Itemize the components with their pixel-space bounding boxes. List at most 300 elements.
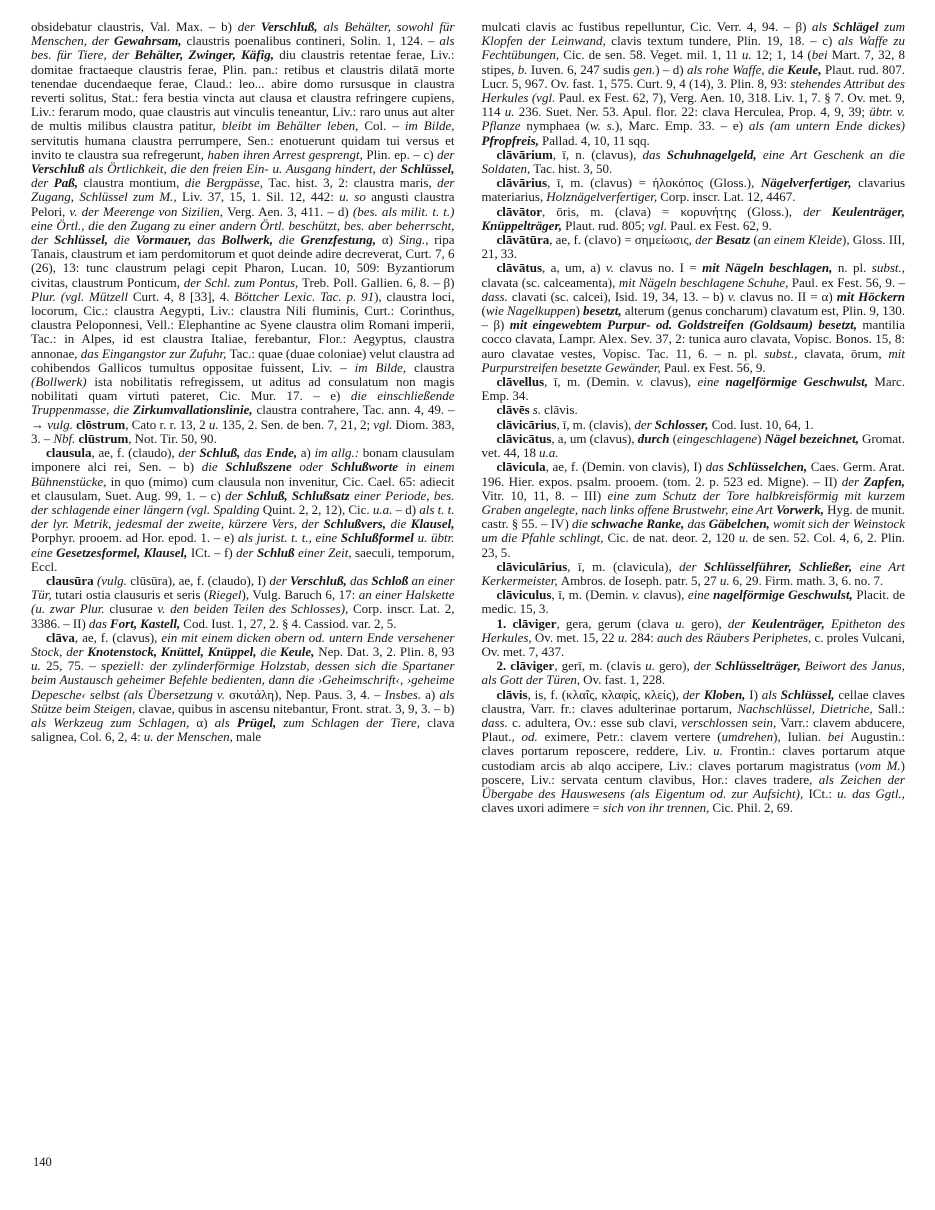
text-segment: als jurist. t. t., eine bbox=[237, 530, 341, 546]
text-segment: als rohe Waffe, die bbox=[687, 61, 788, 77]
text-segment: haben ihren Arrest gesprengt, bbox=[207, 146, 367, 162]
text-segment: v. den beiden Teilen des Schlosses), bbox=[157, 601, 354, 617]
text-segment: Schlüssel, bbox=[400, 161, 455, 177]
text-segment: subst., bbox=[764, 345, 805, 361]
text-segment: Nbf. bbox=[53, 430, 79, 446]
text-segment: ) poscere, Liv.: servata centum clavibus, Hor.: claves tradere, bbox=[481, 757, 905, 787]
text-segment: mit Höckern bbox=[836, 288, 906, 304]
text-segment: Keulenträger, bbox=[751, 615, 831, 631]
text-segment: 25, 75. – bbox=[46, 658, 102, 674]
text-segment: Sall.: bbox=[877, 700, 905, 716]
text-segment: sich von ihr trennen, bbox=[602, 800, 713, 816]
text-segment: ( bbox=[753, 232, 758, 248]
text-segment: Riegel bbox=[208, 587, 242, 603]
text-segment: , gera, gerum (clava bbox=[556, 615, 676, 631]
text-segment: Schluß, bbox=[199, 445, 244, 461]
text-segment: ( bbox=[481, 303, 486, 319]
text-segment: ) bbox=[757, 430, 765, 446]
text-segment: clāvicārius bbox=[496, 416, 557, 432]
text-segment: , a, um (clavus), bbox=[551, 430, 638, 446]
text-segment: der bbox=[841, 473, 864, 489]
text-segment: clāvārius bbox=[496, 175, 548, 191]
text-segment: clavae, quibus in ascensu nitebantur, Front. strat. 3, 9, 3. – b) bbox=[138, 700, 455, 716]
text-segment: clusurae bbox=[109, 601, 158, 617]
text-segment: oder bbox=[299, 459, 331, 475]
text-segment: verschlossen sein, bbox=[681, 714, 781, 730]
text-segment: Epitheton des Herkules, bbox=[481, 615, 906, 645]
text-segment: Gewahrsam, bbox=[114, 33, 187, 49]
text-segment: stehendes Attribut des Herkules (vgl. bbox=[481, 75, 905, 106]
text-segment: zum Schlagen der Tiere, bbox=[283, 714, 428, 730]
text-segment: Plur. (vgl. Mützell bbox=[31, 288, 133, 304]
text-segment: der bbox=[634, 416, 655, 432]
text-segment: Böttcher Lexic. Tac. p. 91 bbox=[234, 288, 375, 304]
entry-claves bbox=[482, 403, 906, 417]
text-segment: Grenzfestung, bbox=[300, 232, 382, 248]
text-segment: Schlußvers, bbox=[323, 516, 391, 532]
text-segment: Ov. fast. 1, 228. bbox=[583, 672, 666, 688]
text-segment: 284: bbox=[630, 629, 658, 645]
text-segment: das bbox=[705, 459, 728, 475]
text-segment: durch bbox=[637, 430, 673, 446]
text-segment: Corp. inscr. Lat. 12, 4467. bbox=[660, 189, 796, 205]
column-right bbox=[482, 20, 906, 815]
text-segment: clāvātus bbox=[496, 260, 542, 276]
text-segment: als Werkzeug zum Schlagen, bbox=[31, 714, 197, 730]
text-segment: , ī, m. (Demin. bbox=[551, 587, 632, 603]
text-segment: an einer Halskette (u. zwar Plur. bbox=[31, 587, 455, 617]
text-segment: (bes. als milit. t. t.) eine Örtl., die den Zugang zu einer andern Örtl. beschützt, bes. aber beherrscht, der bbox=[31, 203, 455, 248]
column-left bbox=[31, 20, 455, 815]
text-segment: der bbox=[31, 175, 54, 191]
text-segment: Ov. met. 15, 22 bbox=[534, 629, 618, 645]
text-segment: u. bbox=[617, 629, 631, 645]
text-segment: das bbox=[197, 232, 222, 248]
text-segment: (vulg. bbox=[96, 572, 131, 588]
text-segment: Marc. Emp. 34. bbox=[481, 374, 906, 404]
text-segment: clavus no. II = α) bbox=[740, 288, 837, 304]
text-segment: Vitr. 10, 11, 8. – III) bbox=[481, 487, 608, 503]
text-segment: clavati (sc. calcei), Isid. 19, 34, 13. – b) bbox=[511, 288, 728, 304]
text-segment: clausula bbox=[46, 445, 92, 461]
text-segment: Placit. de medic. 15, 3. bbox=[481, 587, 906, 617]
text-segment: Klausel, bbox=[410, 516, 455, 532]
text-segment: dass. bbox=[481, 288, 512, 304]
text-segment: Plin. ep. – c) bbox=[366, 146, 438, 162]
text-segment: ICt. – f) bbox=[190, 544, 237, 560]
text-segment: vom M. bbox=[859, 757, 901, 773]
text-segment: n. pl. bbox=[837, 260, 872, 276]
text-segment: (Bollwerk) bbox=[31, 374, 95, 390]
text-segment: einer Zeit, bbox=[297, 544, 356, 560]
text-segment: claustra bbox=[414, 359, 455, 375]
text-segment: als Zeichen der Übergabe des Hauswesens (als Eigentum od. zur Aufsicht), bbox=[481, 771, 905, 801]
text-segment: Porphyr. prooem. ad Hor. epod. 1. – e) bbox=[31, 530, 238, 546]
text-segment: ein mit einem dicken obern od. untern Ende versehener Stock, der bbox=[31, 629, 455, 659]
text-segment: u. bbox=[713, 743, 731, 759]
text-segment: Verg. Aen. 3, 411. – d) bbox=[227, 203, 353, 219]
text-segment: ), Marc. Emp. 33. – e) bbox=[615, 118, 749, 134]
text-segment: mit Nägeln beschlagene Schuhe, bbox=[618, 274, 792, 290]
text-segment: b. bbox=[517, 61, 531, 77]
text-segment: vgl. bbox=[373, 416, 396, 432]
text-segment: v. der Meerenge von Sizilien, bbox=[69, 203, 228, 219]
text-segment: 6, 29. Firm. math. 3, 6. no. 7. bbox=[732, 572, 884, 588]
text-segment: eine Art Kerkermeister, bbox=[481, 558, 906, 588]
text-segment: gero), bbox=[659, 658, 694, 674]
text-segment: clava salignea, Col. 6, 2, 4: bbox=[31, 714, 455, 745]
text-segment: clāvārium bbox=[496, 146, 553, 162]
text-segment: Varr.: clavem abducere, Plaut., bbox=[481, 714, 905, 745]
text-segment: Augustin.: claves portarum reposcere, reddere, Liv. bbox=[481, 729, 905, 759]
text-segment: ) bbox=[575, 303, 584, 319]
text-segment: Cod. Iust. 10, 64, 1. bbox=[711, 416, 814, 432]
text-segment: das bbox=[88, 615, 110, 631]
text-segment: ), claustra loci, locorum, Cic.: claustra Aegypti, Liv.: claustra Nili fluminis, Curt.: Corinthus, claustra Peloponnesi, Vell.: Elephantine ac Syene claustra olim Romani imperii, Tac.: in Alpes, id est claustra Italiae, ferebantur, Flor.: Aegyptus, claustra annonae, bbox=[31, 288, 455, 361]
text-segment: Tac. hist. 3, 2: claustra maris, bbox=[268, 175, 438, 191]
text-segment: servitutis humana claustra perrumpere, Sen.: enotuerunt quidam tui versus et invito te claustra sua refregerunt, bbox=[31, 132, 455, 162]
text-segment: im allg.: bbox=[314, 445, 363, 461]
text-segment: clōstrum bbox=[76, 416, 126, 432]
text-segment: Cic. de sen. 58. Veget. mil. 1, 11 bbox=[563, 47, 742, 63]
text-segment: claustris poenalibus contineri, Solin. 1, 124. – bbox=[186, 33, 440, 49]
text-segment: α) bbox=[381, 232, 399, 248]
text-segment: der bbox=[727, 615, 752, 631]
text-segment: u. der Menschen, bbox=[143, 729, 236, 745]
entry-clavarius bbox=[482, 176, 906, 204]
text-segment: , ī, m. (clavus) = ἡλοκόπος (Gloss.), bbox=[547, 175, 761, 191]
text-segment: als bbox=[811, 19, 833, 34]
text-segment: clavus), bbox=[650, 374, 698, 390]
entry-clavicatus bbox=[482, 432, 906, 460]
text-segment: Keule, bbox=[280, 643, 319, 659]
text-segment: α) bbox=[196, 714, 215, 730]
text-segment: , ī, m. (Demin. bbox=[544, 374, 636, 390]
text-segment: Gesetzesformel, Klausel, bbox=[56, 544, 191, 560]
text-segment: u.a. bbox=[539, 445, 559, 461]
text-segment: , is, f. (κλαΐς, κλαφίς, κλείς), bbox=[527, 686, 683, 702]
text-segment: das bbox=[243, 445, 266, 461]
text-segment: , ae, f. (clavus), bbox=[74, 629, 162, 645]
text-segment: Behälter, Zwinger, Käfig, bbox=[134, 47, 280, 63]
entry-clausura bbox=[31, 574, 455, 631]
text-segment: Frontin.: claves portarum atque custodiam arcis ab alqo accipere, Liv.: claves portarum magistratus ( bbox=[481, 743, 905, 773]
text-segment: Vormauer, bbox=[135, 232, 198, 248]
text-segment: Gromat. vet. 44, 18 bbox=[481, 430, 905, 461]
text-segment: Schlußworte bbox=[330, 459, 406, 475]
text-segment: einer Periode, bes. der schlagende einer längern (vgl. Spalding bbox=[31, 487, 455, 517]
text-segment: Liv. 37, 15, 1. Sil. 12, 442: bbox=[182, 189, 340, 205]
text-segment: , ae, f. (Demin. von clavis), I) bbox=[545, 459, 706, 475]
text-segment: Paul. ex Fest. 62, 9. bbox=[670, 217, 772, 233]
text-segment: der bbox=[237, 19, 261, 34]
text-segment: der bbox=[803, 203, 832, 219]
text-segment: Cic. Phil. 2, 69. bbox=[712, 800, 794, 816]
text-segment: Insbes. bbox=[384, 686, 426, 702]
text-segment: clausūra bbox=[46, 572, 97, 588]
text-segment: u. bbox=[504, 104, 519, 120]
text-segment: clāvātūra bbox=[496, 232, 550, 248]
text-segment: Corp. inscr. Lat. 2, 3386. – II) bbox=[31, 601, 455, 631]
text-segment: Zirkumvallationslinie, bbox=[133, 402, 257, 418]
text-segment: Schuhnagelgeld, bbox=[666, 146, 763, 162]
text-segment: Schlüsselchen, bbox=[727, 459, 811, 475]
text-segment: Bollwerk, bbox=[221, 232, 279, 248]
entry-clavatus bbox=[482, 261, 906, 375]
text-segment: v. bbox=[605, 260, 620, 276]
text-segment: Caes. Germ. Arat. 196. Hier. expos. psalm. prooem. (tom. 2. p. 523 ed. Migne). – II) bbox=[481, 459, 905, 489]
text-segment: Nachschlüssel, Dietriche, bbox=[737, 700, 878, 716]
text-segment: male bbox=[235, 729, 262, 745]
text-segment: s. bbox=[532, 402, 545, 418]
text-segment: , a, um, a) bbox=[542, 260, 606, 276]
text-segment: Sing., bbox=[398, 232, 435, 248]
text-segment: Cic. de nat. deor. 2, 120 bbox=[607, 530, 739, 546]
text-segment: Tac. hist. 3, 50. bbox=[533, 161, 613, 177]
text-segment: a) bbox=[300, 445, 315, 461]
text-segment: u. bbox=[645, 658, 660, 674]
text-segment: , ī, m. (clavicula), bbox=[567, 558, 680, 574]
text-segment: die bbox=[260, 643, 281, 659]
entry-claviger-2 bbox=[482, 659, 906, 687]
text-segment: Keule, bbox=[787, 61, 825, 77]
text-segment: v. bbox=[635, 374, 651, 390]
text-segment: a) bbox=[425, 686, 440, 702]
text-segment: Fort, Kastell, bbox=[110, 615, 184, 631]
text-segment: mantilia cocco clavata, Lampr. Alex. Sev. 37, 2: tunica auro clavata, Vopisc. Bonos. 15, 8: auro clavatae vestes, Vopisc. Tac. 11, 6. – n. pl. bbox=[481, 317, 905, 361]
text-segment: u. bbox=[738, 530, 753, 546]
text-segment: Paß, bbox=[53, 175, 84, 191]
text-segment: Knotenstock, Knüttel, Knüppel, bbox=[87, 643, 261, 659]
text-segment: in quo (mimo) cum clausula non invenitur, Cic. Cael. 65: adiecit et clausulam, Suet. Aug. 99, 1. – c) bbox=[31, 473, 455, 503]
text-segment: Vorwerk, bbox=[775, 501, 828, 517]
text-segment: mulcati clavis ac fustibus repelluntur, Cic. Verr. 4, 94. – β) bbox=[481, 19, 812, 34]
text-segment: Schlüsselträger, bbox=[715, 658, 805, 674]
text-segment: clāvis. bbox=[544, 402, 578, 418]
entry-clavicularius bbox=[482, 560, 906, 588]
entry-clavicula bbox=[482, 460, 906, 559]
text-segment: an einem Kleide bbox=[757, 232, 842, 248]
text-segment: Col. – bbox=[364, 118, 405, 134]
entry-clavellus bbox=[482, 375, 906, 403]
text-segment: Quint. 2, 2, 12), Cic. bbox=[262, 501, 373, 517]
text-segment: als Behälter, sowohl für Menschen, der bbox=[31, 19, 455, 49]
text-segment: nagelförmige Geschwulst, bbox=[713, 587, 857, 603]
text-segment: der bbox=[269, 572, 290, 588]
text-segment: Prügel, bbox=[236, 714, 284, 730]
text-segment: Schluß bbox=[256, 544, 298, 560]
text-segment: clūstrum bbox=[78, 430, 129, 446]
text-segment: in einem Bühnenstücke, bbox=[31, 459, 455, 489]
text-segment: eingeschlagene bbox=[676, 430, 758, 446]
text-segment: Cod. Iust. 1, 27, 2. § 4. Cassiod. var. 2, 5. bbox=[183, 615, 397, 631]
text-segment: besetzt, bbox=[583, 303, 625, 319]
text-segment: saeculi, temporum, Eccl. bbox=[31, 544, 455, 574]
text-segment: mit Purpurstreifen besetzte Gewänder, bbox=[481, 345, 905, 375]
text-segment: Iuven. 6, 247 sudis bbox=[530, 61, 634, 77]
text-segment: Paul. ex Fest. 62, 7), Verg. Aen. 10, 318. Liv. 1, 7. § 7. Ov. met. 9, 114 bbox=[481, 90, 905, 120]
entry-clavicarius bbox=[482, 418, 906, 432]
text-segment: Verschluß, bbox=[290, 572, 350, 588]
text-segment: angusti claustra Pelori, bbox=[31, 189, 455, 219]
text-segment: das bbox=[687, 516, 709, 532]
text-segment: 12; 1, 14 ( bbox=[755, 47, 812, 63]
text-segment: eine zum Schutz der Tore halbkreisförmig mit kurzem Graben angelegte, nach links offene Brustwehr, eine Art bbox=[481, 487, 905, 517]
text-segment: Schluß, Schlußsatz bbox=[246, 487, 355, 503]
text-segment: Mart. 7, 32, 8 stipes, bbox=[481, 47, 905, 77]
text-segment: clāvicula bbox=[496, 459, 546, 475]
entry-clavator bbox=[482, 205, 906, 233]
text-segment: , ae, f. (claudo), bbox=[91, 445, 179, 461]
text-segment: Beiwort des Janus, als Gott der Türen, bbox=[481, 658, 905, 688]
text-segment: der bbox=[695, 232, 716, 248]
text-segment: Paul. ex Fest. 56, 9. bbox=[663, 359, 766, 375]
entry-claviculus bbox=[482, 588, 906, 616]
text-segment: bleibt im Behälter leben, bbox=[221, 118, 365, 134]
text-segment: Holznägelverfertiger, bbox=[546, 189, 661, 205]
text-segment: Zapfen, bbox=[863, 473, 905, 489]
text-segment: der bbox=[178, 445, 200, 461]
text-segment: mit eingewebtem Purpur- od. Goldstreifen (Goldsaum) besetzt, bbox=[509, 317, 863, 333]
text-segment: u. bbox=[741, 47, 756, 63]
text-segment: Tac.: quae (duae coloniae) velut claustra ad cohibendos Gallicos tumultus oppositae fuissent, Liv. – bbox=[31, 345, 455, 375]
text-segment: Pallad. 4, 10, 11 sqq. bbox=[541, 132, 650, 148]
text-segment: bei bbox=[811, 47, 832, 63]
text-segment: die bbox=[572, 516, 592, 532]
text-segment: – d) bbox=[395, 501, 420, 517]
text-segment: Pfropfreis, bbox=[481, 132, 542, 148]
text-segment: ICt.: bbox=[808, 785, 838, 801]
text-segment: Schlußszene bbox=[225, 459, 300, 475]
text-segment: ripa Tanais, claustrum et iam perdomitorum et quot deinde adire decreverat, Curt. 7, 6 (26), 13: tunc claustrum pelagi cepit Pharon, Lucan. 10, 509: Byzantiorum civitas, claustrum Ponticum, bbox=[31, 232, 455, 290]
text-segment: der Zugang, Schlüssel zum M., bbox=[31, 175, 455, 205]
text-segment: , ī, m. (clavis), bbox=[556, 416, 635, 432]
text-segment: Schlußformel bbox=[340, 530, 418, 546]
text-segment: u.a. bbox=[372, 501, 396, 517]
entry-claustrum-continued bbox=[31, 20, 455, 446]
text-segment: Keulenträger, Knüppelträger, bbox=[481, 203, 905, 233]
text-segment: umdrehen bbox=[721, 729, 774, 745]
text-segment: clavis textum tundere, Plin. 19, 18. – c) bbox=[611, 33, 838, 49]
text-segment: , gerī, m. (clavis bbox=[554, 658, 646, 674]
text-segment: ista nobilitatis refregissem, ut aditus ad consulatum non magis nobilitati quam virtuti pateret, Cic. Mur. 17. – e) bbox=[31, 374, 455, 404]
text-segment: die bbox=[278, 232, 301, 248]
text-segment: vulg. bbox=[47, 416, 77, 432]
text-segment: clāviculus bbox=[496, 587, 552, 603]
text-segment: diu claustris retentae ferae, Liv.: domitae fractaeque claustris ferae, Plin. pan.: retibus et claustris dilatā morte tenendae ducendaeque ferae, Claud.: leo... abire domo rursusque in claustra reverti solitus, Stat.: fera bestia vincta aut clausa et claustra refringere cupiens, Liv.: ferarum modo, quae claustris aut vinculis teneantur, Liv.: raro unus aut alter de multis milibus claustra patitur, bbox=[31, 47, 455, 134]
text-segment: od. bbox=[521, 729, 545, 745]
text-segment: eine bbox=[687, 587, 714, 603]
text-segment: ), Vulg. Baruch 6, 17: bbox=[241, 587, 359, 603]
text-segment: die bbox=[201, 459, 226, 475]
entry-clavatura bbox=[482, 233, 906, 261]
text-segment: als bbox=[761, 686, 781, 702]
text-segment: clāviculārius bbox=[496, 558, 568, 574]
text-segment: Schlosser, bbox=[654, 416, 712, 432]
text-segment: dass. bbox=[481, 714, 513, 730]
text-segment: Curt. 4, 8 [33], 4. bbox=[132, 288, 235, 304]
text-segment: , ī, n. (clavus), bbox=[552, 146, 643, 162]
text-segment: als bes. für Tiere, der bbox=[31, 33, 455, 63]
text-segment: clavata, ōrum, bbox=[804, 345, 889, 361]
text-segment: der bbox=[682, 686, 704, 702]
text-segment: als (am untern Ende dickes) bbox=[748, 118, 905, 134]
text-segment: mit Nägeln beschlagen, bbox=[702, 260, 838, 276]
entry-clavarium bbox=[482, 148, 906, 176]
text-segment: die einschließende Truppenmasse, die bbox=[31, 388, 455, 418]
text-segment: de sen. 52. Col. 4, 6, 2. Plin. 23, 5. bbox=[481, 530, 905, 560]
text-segment: der bbox=[679, 558, 704, 574]
text-segment: , ae, f. (clavo) = σημείωσις, bbox=[549, 232, 696, 248]
entry-claviger-1 bbox=[482, 617, 906, 660]
text-segment: u. das Ggtl., bbox=[837, 785, 905, 801]
text-segment: clāvēs bbox=[496, 402, 533, 418]
text-segment: das bbox=[642, 146, 667, 162]
text-segment: gero), bbox=[691, 615, 728, 631]
text-segment: Schlüssel, bbox=[780, 686, 839, 702]
text-segment: Schlüsselführer, Schließer, bbox=[703, 558, 860, 574]
text-segment: Treb. Poll. Gallien. 6, 8. – β) bbox=[302, 274, 455, 290]
text-segment: , Not. Tir. 50, 90. bbox=[128, 430, 217, 446]
text-segment: ( bbox=[672, 430, 677, 446]
page-number: 140 bbox=[33, 1155, 52, 1169]
text-segment: ), Iulian. bbox=[773, 729, 828, 745]
text-segment: übtr. v. Pflanze bbox=[481, 104, 905, 134]
text-segment: eine bbox=[697, 374, 726, 390]
text-segment: I) bbox=[749, 686, 762, 702]
text-segment: c. proles Vulcani, Ov. met. 7, 437. bbox=[481, 629, 905, 659]
text-segment: cellae claves claustra, Varr. fr.: claves adulterinae portarum, bbox=[481, 686, 905, 716]
text-segment: als Örtlichkeit, die den freien Ein- u. Ausgang hindert, der bbox=[88, 161, 401, 177]
text-segment: clāva bbox=[46, 629, 75, 645]
text-segment: , Cato r. r. 13, 2 bbox=[125, 416, 209, 432]
text-segment: womit sich der Weinstock um die Pfahle schlingt, bbox=[481, 516, 905, 546]
text-segment: clavus), bbox=[643, 587, 688, 603]
text-segment: Nägel bezeichnet, bbox=[764, 430, 863, 446]
text-segment: Paul. ex Fest. 56, 9. – bbox=[791, 274, 906, 290]
text-segment: Schloß bbox=[371, 572, 412, 588]
text-segment: claustra montium, bbox=[83, 175, 185, 191]
text-segment: v. bbox=[632, 587, 644, 603]
text-segment: claves uxori adimere = bbox=[481, 800, 603, 816]
text-segment: Diom. 383, 3. – bbox=[31, 416, 455, 446]
text-segment: clavus no. I = bbox=[619, 260, 703, 276]
text-segment: das Eingangstor zur Zufuhr, bbox=[80, 345, 230, 361]
text-segment: clūsūra), ae, f. (claudo), I) bbox=[130, 572, 270, 588]
text-segment: u. so bbox=[339, 189, 372, 205]
text-segment: als t. t. der lyr. Metrik, jedesmal der zweite, kürzere Vers, der bbox=[31, 501, 455, 532]
entry-clausula bbox=[31, 446, 455, 574]
text-segment: als Waffe zu Fechtübungen, bbox=[481, 33, 905, 63]
text-segment: das bbox=[350, 572, 372, 588]
text-segment: obsidebatur claustris, Val. Max. – b) bbox=[31, 19, 238, 34]
text-segment: Verschluß bbox=[31, 161, 89, 177]
text-segment: die Bergpässe, bbox=[184, 175, 269, 191]
text-segment: clāvellus bbox=[496, 374, 545, 390]
text-segment: Gäbelchen, bbox=[708, 516, 774, 532]
text-segment: clavarius materiarius, bbox=[481, 175, 905, 205]
text-segment: Kloben, bbox=[703, 686, 750, 702]
text-segment: bei bbox=[827, 729, 851, 745]
text-segment: Plaut. rud. 805; bbox=[565, 217, 648, 233]
text-segment: 1. clāviger bbox=[496, 615, 557, 631]
text-segment: zum Klopfen der Leinwand, bbox=[481, 19, 905, 49]
text-segment: nymphaea ( bbox=[526, 118, 590, 134]
text-segment: u. bbox=[719, 572, 733, 588]
text-segment: clāvis bbox=[496, 686, 528, 702]
text-segment: auch des Räubers Periphetes, bbox=[657, 629, 815, 645]
text-segment: clavata (sc. calceamenta), bbox=[481, 274, 619, 290]
